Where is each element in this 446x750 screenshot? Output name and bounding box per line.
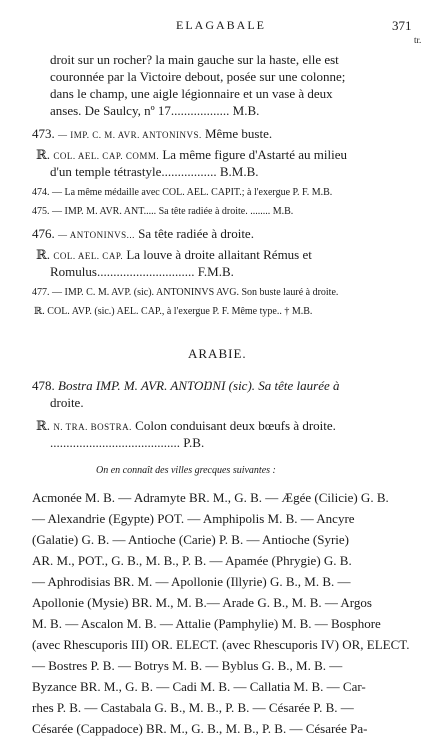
text-line: — Bostres P. B. — Botrys M. B. — Byblus G. B., M. B. — — [32, 658, 343, 673]
entry-number: 473. — [32, 126, 55, 141]
reverse-sign: ℝ. — [36, 147, 51, 162]
section-heading: ARABIE. — [188, 346, 247, 361]
reverse-sign: ℝ. — [36, 247, 51, 262]
entry-473-reverse — [36, 147, 347, 163]
text-line: — Aphrodisias BR. M. — Apollonie (Illyrie) G. B., M. B. — — [32, 574, 351, 589]
text-line: Césarée (Cappadoce) BR. M., G. B., M. B., P. B. — Césarée Pa- — [32, 721, 368, 736]
entry-473 — [32, 126, 272, 142]
text-line: couronnée par la Victoire debout, posée sur une colonne; — [50, 69, 346, 84]
text-line: M. B. — Ascalon M. B. — Attalie (Pamphylie) M. B. — Bosphore — [32, 616, 381, 631]
text-line: rhes P. B. — Castabala G. B., M. B., P. B. — Césarée P. B. — — [32, 700, 354, 715]
entry-legend: COL. AEL. CAP. COMM. — [53, 151, 160, 161]
text-line: Acmonée M. B. — Adramyte BR. M., G. B. — Ægée (Cilicie) G. B. — [32, 490, 389, 505]
entry-legend: — ANTONINVS... — [58, 230, 135, 240]
entry-number: 476. — [32, 226, 55, 241]
entry-478-reverse — [36, 418, 336, 434]
entry-text: Même buste. — [204, 126, 273, 141]
entry-477: 477. — IMP. C. M. AVP. (sic). ANTONINVS AVG. Son buste lauré à droite. — [32, 287, 339, 298]
entry-text: Sa tête radiée à droite. — [138, 226, 254, 241]
text-line: (Galatie) G. B. — Antioche (Carie) P. B. — Antioche (Syrie) — [32, 532, 349, 547]
entry-text: Colon conduisant deux bœufs à droite. — [135, 418, 336, 433]
entry-477-reverse: ℝ. COL. AVP. (sic.) AEL. CAP., à l'exergue P. F. Même type.. † M.B. — [34, 306, 313, 317]
entry-legend: — IMP. C. M. AVR. ANTONINVS. — [58, 130, 202, 140]
cities-intro-note: On en connaît des villes grecques suivantes : — [96, 465, 276, 476]
text-line: (avec Rhescuporis III) OR. ELECT. (avec Rhescuporis IV) OR, ELECT. — [32, 637, 410, 652]
text-line: Byzance BR. M., G. B. — Cadi M. B. — Callatia M. B. — Car- — [32, 679, 366, 694]
text-line: Apollonie (Mysie) BR. M., M. B.— Arade G. B., M. B. — Argos — [32, 595, 372, 610]
text-line: droite. — [50, 395, 84, 410]
entry-legend: N. TRA. BOSTRA. — [53, 422, 132, 432]
text-line: — Alexandrie (Egypte) POT. — Amphipolis M. B. — Ancyre — [32, 511, 355, 526]
page-reference: tr. — [414, 35, 422, 45]
entry-text: La louve à droite allaitant Rémus et — [126, 247, 312, 262]
entry-478 — [32, 378, 340, 394]
entry-476 — [32, 226, 254, 242]
entry-475: 475. — IMP. M. AVR. ANT..... Sa tête radiée à droite. ........ M.B. — [32, 206, 294, 217]
entry-text: La même figure d'Astarté au milieu — [162, 147, 347, 162]
text-line: Romulus.............................. F.M.B. — [50, 264, 234, 279]
text-line: ........................................ P.B. — [50, 435, 205, 450]
entry-text: Bostra IMP. M. AVR. ANTOŊNI (sic). Sa tête laurée à — [58, 378, 340, 393]
text-line: anses. De Saulcy, nº 17.................. M.B. — [50, 103, 260, 118]
reverse-sign: ℝ. — [36, 418, 51, 433]
text-line: dans le champ, une aigle légionnaire et un vase à deux — [50, 86, 333, 101]
text-line: droit sur un rocher? la main gauche sur la haste, elle est — [50, 52, 339, 67]
entry-476-reverse — [36, 247, 312, 263]
running-header: ELAGABALE — [176, 18, 266, 32]
page-number: 371 — [392, 18, 412, 33]
entry-number: 478. — [32, 378, 55, 393]
entry-474: 474. — La même médaille avec COL. AEL. CAPIT.; à l'exergue P. F. M.B. — [32, 187, 333, 198]
text-line: d'un temple tétrastyle................. B.M.B. — [50, 164, 259, 179]
text-line: AR. M., POT., G. B., M. B., P. B. — Apamée (Phrygie) G. B. — [32, 553, 352, 568]
entry-legend: COL. AEL. CAP. — [53, 251, 124, 261]
